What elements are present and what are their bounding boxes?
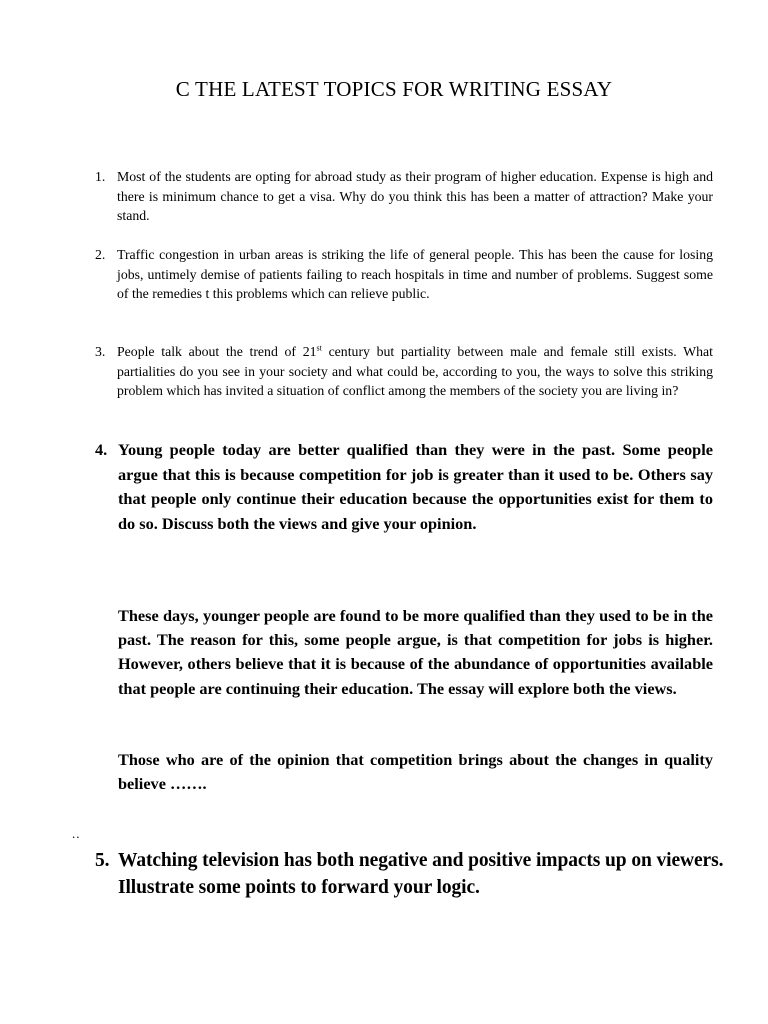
question-3 [95,342,713,401]
question-text: Watching television has both negative and positive impacts up on viewers. Illustrate some points to forward your logic. [118,850,724,898]
question-5 [95,847,735,901]
question-number: 2. [95,247,106,262]
document-title: C THE LATEST TOPICS FOR WRITING ESSAY [175,77,613,101]
question-text-end: century but partiality between male and female still exists. What partialities do you see in your society and what could be, according to you, the ways to solve this striking problem which has invited a situation of conflict among the members of the society you are living in? [117,344,714,398]
stray-dots: .. [72,826,81,841]
question-text-start: People talk about the trend of 21 [117,344,317,359]
question-text: Young people today are better qualified than they were in the past. Some people argue that this is because competition for job is greater than it used to be. Others say that people only continue their education because the opportunities exist for them to do so. Discuss both the views and give your opinion. [118,440,713,533]
question-number: 1. [95,169,106,184]
question-1 [95,167,713,226]
question-text [117,342,713,401]
question-number: 3. [95,344,106,359]
ordinal-superscript: st [316,343,322,353]
question-text: Most of the students are opting for abroad study as their program of higher education. Expense is high and there is minimum chance to get a visa. Why do you think this has been a matter of attraction? Make your stand. [117,169,713,223]
answer-paragraph-1: These days, younger people are found to be more qualified than they used to be in the past. The reason for this, some people argue, is that competition for jobs is higher. However, others believe that it is because of the abundance of opportunities available that people are continuing their education. The essay will explore both the views. [118,606,713,698]
question-text: Traffic congestion in urban areas is striking the life of general people. This has been the cause for losing jobs, untimely demise of patients failing to reach hospitals in time and number of problems. Suggest some of the remedies t this problems which can relieve public. [117,247,713,301]
question-4 [95,438,713,536]
question-2 [95,245,713,304]
answer-paragraph-2: Those who are of the opinion that competition brings about the changes in quality believe ……. [118,750,713,794]
question-number: 4. [95,440,108,459]
question-number: 5. [95,850,110,871]
